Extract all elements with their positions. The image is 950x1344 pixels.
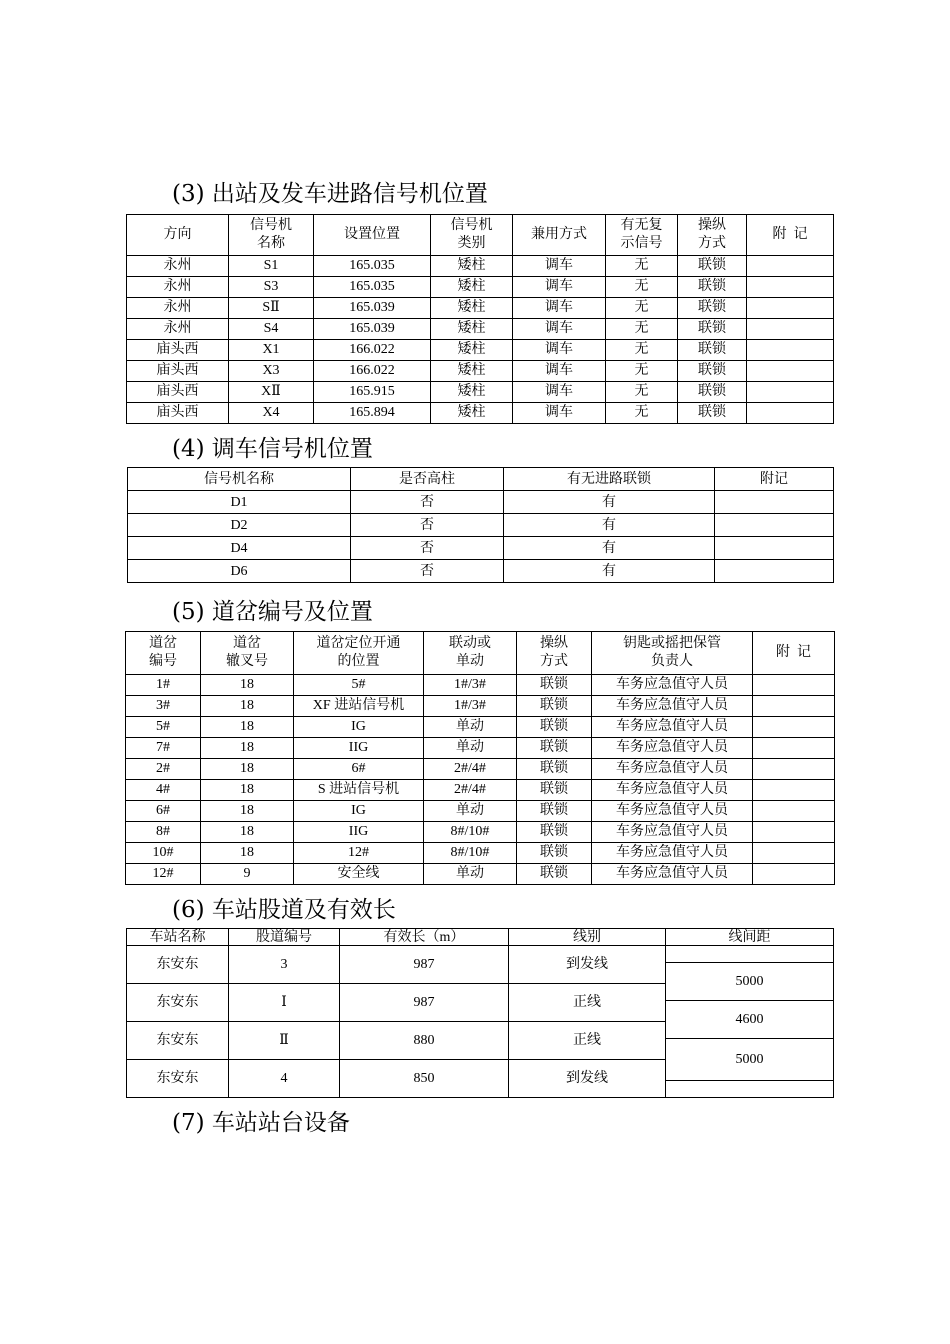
table-cell: 987 <box>340 946 509 984</box>
table-cell: 无 <box>606 361 678 382</box>
table-cell: 有 <box>504 537 715 560</box>
table-cell: 车务应急值守人员 <box>592 717 753 738</box>
table-cell: IIG <box>294 738 424 759</box>
table-cell <box>753 843 835 864</box>
table-cell: 单动 <box>424 864 517 885</box>
table-cell: 8#/10# <box>424 822 517 843</box>
table-cell <box>715 491 834 514</box>
table-row <box>126 822 835 843</box>
table-cell: 联锁 <box>517 759 592 780</box>
table-cell: 车务应急值守人员 <box>592 780 753 801</box>
column-header: 道岔 辙叉号 <box>201 632 294 675</box>
station-track-table <box>126 928 834 1098</box>
table-cell: 调车 <box>513 361 606 382</box>
column-header: 有效长（m） <box>340 929 509 946</box>
table-cell <box>747 256 834 277</box>
table-cell: 联锁 <box>678 382 747 403</box>
table-cell: 庙头西 <box>127 403 229 424</box>
table-cell: 联锁 <box>678 403 747 424</box>
table-cell: 矮柱 <box>431 298 513 319</box>
table-cell: 8# <box>126 822 201 843</box>
table-row <box>127 319 834 340</box>
column-header: 道岔定位开通 的位置 <box>294 632 424 675</box>
table-cell: 联锁 <box>517 864 592 885</box>
table-cell: 单动 <box>424 738 517 759</box>
table-cell <box>666 946 834 963</box>
table-cell: 联锁 <box>678 256 747 277</box>
table-cell: 无 <box>606 277 678 298</box>
table-cell: 到发线 <box>509 946 666 984</box>
table-cell: X3 <box>229 361 314 382</box>
table-row <box>126 780 835 801</box>
table-cell: 到发线 <box>509 1060 666 1098</box>
section-title-platform-equipment: (7) 车站站台设备 <box>172 1110 350 1136</box>
table-cell: D2 <box>128 514 351 537</box>
column-header: 有无进路联锁 <box>504 468 715 491</box>
table-cell: 联锁 <box>517 801 592 822</box>
table-row <box>127 340 834 361</box>
table-cell: 166.022 <box>314 340 431 361</box>
table-cell: 无 <box>606 298 678 319</box>
table-cell: 有 <box>504 514 715 537</box>
table-cell <box>747 298 834 319</box>
table-cell: 调车 <box>513 277 606 298</box>
table-cell: 调车 <box>513 256 606 277</box>
table-cell <box>747 361 834 382</box>
table-cell: 永州 <box>127 256 229 277</box>
section-title-station-tracks: (6) 车站股道及有效长 <box>172 897 396 923</box>
table-row <box>126 696 835 717</box>
table-cell: 6# <box>294 759 424 780</box>
table-cell <box>715 514 834 537</box>
table-cell: 1#/3# <box>424 696 517 717</box>
table-cell: 庙头西 <box>127 361 229 382</box>
track-spacing-cell: 5000 <box>666 963 834 1001</box>
table-cell: 调车 <box>513 298 606 319</box>
table-row <box>126 864 835 885</box>
table-cell: 车务应急值守人员 <box>592 801 753 822</box>
table-cell: 车务应急值守人员 <box>592 759 753 780</box>
table-cell <box>753 780 835 801</box>
table-cell: 联锁 <box>517 843 592 864</box>
table-cell: S1 <box>229 256 314 277</box>
table-cell <box>747 277 834 298</box>
table-cell: 联锁 <box>678 298 747 319</box>
table-cell: 调车 <box>513 382 606 403</box>
table-cell: 车务应急值守人员 <box>592 864 753 885</box>
column-header: 附 记 <box>747 215 834 256</box>
table-cell: S 进站信号机 <box>294 780 424 801</box>
table-cell: 矮柱 <box>431 340 513 361</box>
table-cell: 165.039 <box>314 298 431 319</box>
column-header: 操纵 方式 <box>517 632 592 675</box>
table-cell: 无 <box>606 382 678 403</box>
table-cell: 车务应急值守人员 <box>592 675 753 696</box>
table-cell: 调车 <box>513 403 606 424</box>
table-cell: 安全线 <box>294 864 424 885</box>
table-row <box>126 717 835 738</box>
column-header: 设置位置 <box>314 215 431 256</box>
table-cell: 联锁 <box>517 675 592 696</box>
table-cell <box>747 382 834 403</box>
table-cell: D4 <box>128 537 351 560</box>
table-cell: 联锁 <box>517 696 592 717</box>
column-header: 信号机 类别 <box>431 215 513 256</box>
table-cell: 矮柱 <box>431 319 513 340</box>
table-cell: 单动 <box>424 801 517 822</box>
table-cell: 4# <box>126 780 201 801</box>
table-cell: 正线 <box>509 1022 666 1060</box>
table-cell: 18 <box>201 843 294 864</box>
table-cell: 18 <box>201 822 294 843</box>
table-row <box>127 946 834 963</box>
table-cell: 12# <box>126 864 201 885</box>
table-cell: 9 <box>201 864 294 885</box>
table-cell: 165.035 <box>314 256 431 277</box>
table-cell: 联锁 <box>517 822 592 843</box>
table-cell: 12# <box>294 843 424 864</box>
section-title-exit-signals: (3) 出站及发车进路信号机位置 <box>172 181 488 207</box>
table-row <box>128 491 834 514</box>
column-header: 股道编号 <box>229 929 340 946</box>
table-cell: 18 <box>201 801 294 822</box>
table-cell: 7# <box>126 738 201 759</box>
table-cell <box>715 560 834 583</box>
table-cell: D6 <box>128 560 351 583</box>
table-cell: X4 <box>229 403 314 424</box>
table-cell: 5# <box>294 675 424 696</box>
column-header: 信号机名称 <box>128 468 351 491</box>
table-cell <box>753 696 835 717</box>
table-cell: S3 <box>229 277 314 298</box>
table-cell: 165.035 <box>314 277 431 298</box>
table-cell: 18 <box>201 696 294 717</box>
table-cell: 联锁 <box>517 738 592 759</box>
table-cell <box>715 537 834 560</box>
column-header: 操纵 方式 <box>678 215 747 256</box>
column-header: 方向 <box>127 215 229 256</box>
table-cell: 2# <box>126 759 201 780</box>
table-header-row <box>126 632 835 675</box>
table-cell: 车务应急值守人员 <box>592 822 753 843</box>
column-header: 线间距 <box>666 929 834 946</box>
table-cell: 165.039 <box>314 319 431 340</box>
table-cell: 18 <box>201 738 294 759</box>
table-cell: 车务应急值守人员 <box>592 738 753 759</box>
table-row <box>128 537 834 560</box>
table-cell: D1 <box>128 491 351 514</box>
table-cell <box>753 759 835 780</box>
table-cell: 单动 <box>424 717 517 738</box>
table-cell: 10# <box>126 843 201 864</box>
table-cell: 矮柱 <box>431 277 513 298</box>
table-cell: 8#/10# <box>424 843 517 864</box>
table-cell <box>753 822 835 843</box>
table-cell <box>753 717 835 738</box>
table-cell: 否 <box>351 514 504 537</box>
table-cell: 5# <box>126 717 201 738</box>
column-header: 车站名称 <box>127 929 229 946</box>
table-cell: 6# <box>126 801 201 822</box>
table-cell <box>747 319 834 340</box>
table-cell: SⅡ <box>229 298 314 319</box>
table-cell: 矮柱 <box>431 403 513 424</box>
table-cell: 联锁 <box>678 361 747 382</box>
column-header: 信号机 名称 <box>229 215 314 256</box>
table-cell: 调车 <box>513 319 606 340</box>
table-row <box>128 560 834 583</box>
table-cell: 3 <box>229 946 340 984</box>
table-cell: 1#/3# <box>424 675 517 696</box>
table-cell: 无 <box>606 403 678 424</box>
table-cell: 165.894 <box>314 403 431 424</box>
table-cell: 庙头西 <box>127 382 229 403</box>
table-cell: X1 <box>229 340 314 361</box>
table-cell: 永州 <box>127 298 229 319</box>
table-cell: 矮柱 <box>431 256 513 277</box>
table-cell <box>747 403 834 424</box>
column-header: 钥匙或摇把保管 负责人 <box>592 632 753 675</box>
table-cell: 联锁 <box>678 319 747 340</box>
table-cell: XⅡ <box>229 382 314 403</box>
table-cell: 东安东 <box>127 1060 229 1098</box>
table-row <box>127 277 834 298</box>
table-cell: 东安东 <box>127 984 229 1022</box>
table-cell <box>753 738 835 759</box>
table-cell: 4 <box>229 1060 340 1098</box>
table-cell: 165.915 <box>314 382 431 403</box>
table-cell: 166.022 <box>314 361 431 382</box>
table-cell: 无 <box>606 340 678 361</box>
exit-signal-table <box>126 214 834 424</box>
table-cell: 18 <box>201 759 294 780</box>
table-cell: IG <box>294 801 424 822</box>
table-cell: XF 进站信号机 <box>294 696 424 717</box>
table-cell <box>753 675 835 696</box>
table-cell: 东安东 <box>127 946 229 984</box>
table-header-row <box>127 215 834 256</box>
switch-position-table <box>125 631 835 885</box>
column-header: 道岔 编号 <box>126 632 201 675</box>
table-cell: Ⅰ <box>229 984 340 1022</box>
table-cell <box>747 340 834 361</box>
column-header: 有无复 示信号 <box>606 215 678 256</box>
table-cell: 联锁 <box>517 717 592 738</box>
table-cell: 否 <box>351 537 504 560</box>
table-cell: 1# <box>126 675 201 696</box>
table-cell: 无 <box>606 319 678 340</box>
column-header: 附 记 <box>753 632 835 675</box>
table-cell: 联锁 <box>678 277 747 298</box>
table-cell: IIG <box>294 822 424 843</box>
table-cell: 18 <box>201 675 294 696</box>
table-cell: 3# <box>126 696 201 717</box>
table-cell: 永州 <box>127 277 229 298</box>
table-row <box>127 298 834 319</box>
table-cell: 否 <box>351 491 504 514</box>
table-cell <box>753 801 835 822</box>
table-cell: S4 <box>229 319 314 340</box>
table-cell: 车务应急值守人员 <box>592 696 753 717</box>
table-cell: 18 <box>201 717 294 738</box>
table-cell: 否 <box>351 560 504 583</box>
table-cell: 联锁 <box>517 780 592 801</box>
table-cell: 庙头西 <box>127 340 229 361</box>
table-cell: 850 <box>340 1060 509 1098</box>
column-header: 是否高柱 <box>351 468 504 491</box>
section-title-switch-numbers: (5) 道岔编号及位置 <box>172 599 373 625</box>
table-cell: 车务应急值守人员 <box>592 843 753 864</box>
table-row <box>126 738 835 759</box>
table-cell: 矮柱 <box>431 382 513 403</box>
table-row <box>127 361 834 382</box>
table-cell: 无 <box>606 256 678 277</box>
section-title-shunting-signals: (4) 调车信号机位置 <box>172 436 373 462</box>
column-header: 联动或 单动 <box>424 632 517 675</box>
table-header-row <box>127 929 834 946</box>
table-cell: 2#/4# <box>424 759 517 780</box>
shunting-signal-table <box>127 467 834 583</box>
table-cell: 有 <box>504 560 715 583</box>
column-header: 线别 <box>509 929 666 946</box>
table-cell: 987 <box>340 984 509 1022</box>
table-cell: 联锁 <box>678 340 747 361</box>
table-cell: 18 <box>201 780 294 801</box>
table-header-row <box>128 468 834 491</box>
table-row <box>127 403 834 424</box>
table-cell: 永州 <box>127 319 229 340</box>
table-cell <box>666 1081 834 1098</box>
table-cell: 东安东 <box>127 1022 229 1060</box>
track-spacing-cell: 4600 <box>666 1001 834 1039</box>
table-row <box>126 801 835 822</box>
column-header: 附记 <box>715 468 834 491</box>
table-row <box>126 675 835 696</box>
table-cell: 矮柱 <box>431 361 513 382</box>
table-cell: IG <box>294 717 424 738</box>
table-cell <box>753 864 835 885</box>
table-cell: 2#/4# <box>424 780 517 801</box>
table-row <box>127 382 834 403</box>
table-cell: 有 <box>504 491 715 514</box>
table-row <box>128 514 834 537</box>
table-row <box>127 256 834 277</box>
track-spacing-cell: 5000 <box>666 1039 834 1081</box>
table-cell: 正线 <box>509 984 666 1022</box>
table-row <box>126 759 835 780</box>
column-header: 兼用方式 <box>513 215 606 256</box>
table-cell: 调车 <box>513 340 606 361</box>
table-cell: 880 <box>340 1022 509 1060</box>
table-row <box>126 843 835 864</box>
table-cell: Ⅱ <box>229 1022 340 1060</box>
